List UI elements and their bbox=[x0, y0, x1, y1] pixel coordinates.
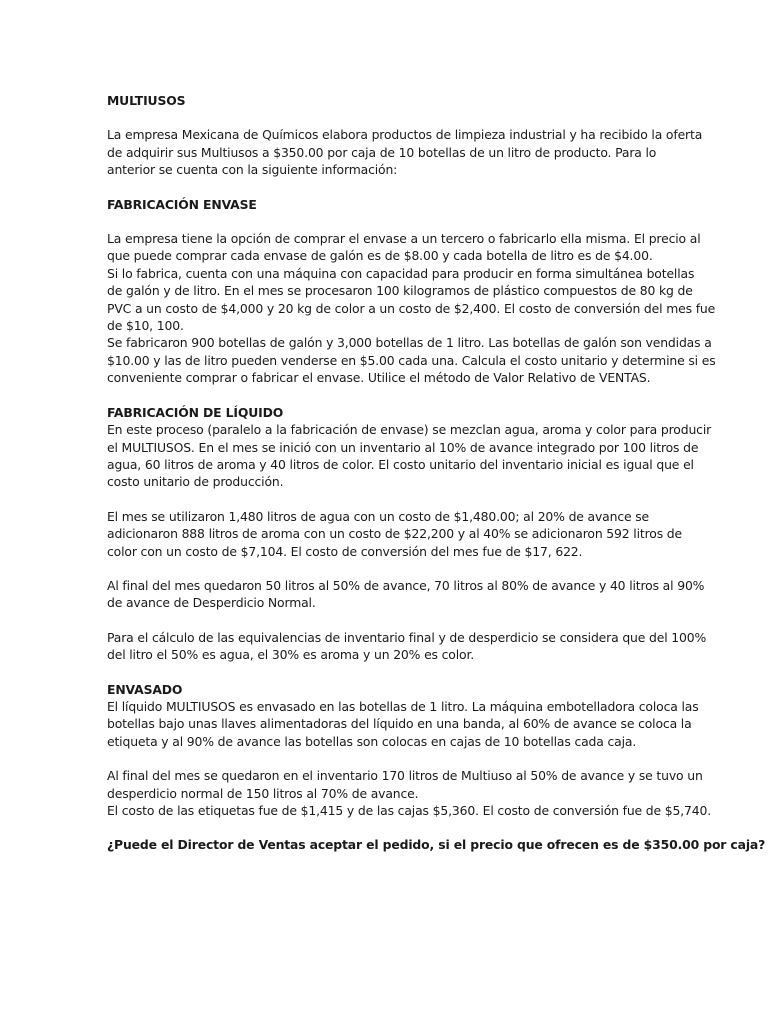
envase-line: Si lo fabrica, cuenta con una máquina con capacidad para producir en forma simultánea botellas bbox=[107, 265, 695, 281]
envase-line: que puede comprar cada envase de galón es de $8.00 y cada botella de litro es de $4.00. bbox=[107, 248, 653, 264]
envase-line: de galón y de litro. En el mes se procesaron 100 kilogramos de plástico compuestos de 80 kg de bbox=[107, 283, 693, 299]
intro-paragraph bbox=[107, 126, 703, 178]
final-question: ¿Puede el Director de Ventas aceptar el pedido, si el precio que ofrecen es de $350.00 por caja? bbox=[107, 837, 766, 853]
envase-line: $10.00 y las de litro pueden venderse en $5.00 cada una. Calcula el costo unitario y determine si es bbox=[107, 352, 716, 368]
envasado-line: etiqueta y al 90% de avance las botellas son colocas en cajas de 10 botellas cada caja. bbox=[107, 733, 637, 749]
liquido-line: del litro el 50% es agua, el 30% es aroma y un 20% es color. bbox=[107, 647, 475, 663]
section-heading-envasado: ENVASADO bbox=[107, 681, 183, 697]
envasado-line: El costo de las etiquetas fue de $1,415 y de las cajas $5,360. El costo de conversión fue de $5,740. bbox=[107, 803, 712, 818]
liquido-paragraph-2 bbox=[107, 508, 682, 560]
intro-line: anterior se cuenta con la siguiente información: bbox=[107, 162, 398, 178]
liquido-paragraph-3 bbox=[107, 577, 705, 612]
envasado-paragraph-2 bbox=[107, 767, 712, 819]
document-title: MULTIUSOS bbox=[107, 93, 186, 108]
liquido-line: el MULTIUSOS. En el mes se inició con un inventario al 10% de avance integrado por 100 litros de bbox=[107, 439, 699, 455]
liquido-paragraph-4 bbox=[107, 629, 707, 664]
liquido-line: El mes se utilizaron 1,480 litros de agua con un costo de $1,480.00; al 20% de avance se bbox=[107, 508, 650, 524]
document-page bbox=[107, 92, 766, 854]
envase-paragraph bbox=[107, 230, 716, 387]
section-heading-fabricacion-envase: FABRICACIÓN ENVASE bbox=[107, 196, 257, 212]
liquido-line: En este proceso (paralelo a la fabricación de envase) se mezclan agua, aroma y color para producir bbox=[107, 422, 712, 438]
liquido-line: Para el cálculo de las equivalencias de inventario final y de desperdicio se considera que del 100% bbox=[107, 629, 707, 645]
envase-line: conveniente comprar o fabricar el envase. Utilice el método de Valor Relativo de VENTAS. bbox=[107, 370, 651, 386]
intro-line: La empresa Mexicana de Químicos elabora productos de limpieza industrial y ha recibido la oferta bbox=[107, 127, 703, 143]
liquido-line: agua, 60 litros de aroma y 40 litros de color. El costo unitario del inventario inicial es igual que el bbox=[107, 456, 694, 472]
envase-line: PVC a un costo de $4,000 y 20 kg de color a un costo de $2,400. El costo de conversión del mes fue bbox=[107, 300, 716, 316]
envase-line: Se fabricaron 900 botellas de galón y 3,000 botellas de 1 litro. Las botellas de galón son vendidas a bbox=[107, 335, 712, 351]
envasado-line: Al final del mes se quedaron en el inventario 170 litros de Multiuso al 50% de avance y se tuvo un bbox=[107, 768, 703, 784]
envasado-paragraph-1 bbox=[107, 698, 699, 750]
liquido-line: adicionaron 888 litros de aroma con un costo de $22,200 y al 40% se adicionaron 592 litros de bbox=[107, 526, 682, 542]
liquido-line: color con un costo de $7,104. El costo de conversión del mes fue de $17, 622. bbox=[107, 543, 583, 559]
liquido-line: Al final del mes quedaron 50 litros al 50% de avance, 70 litros al 80% de avance y 40 litros al 90% bbox=[107, 577, 705, 593]
liquido-line: costo unitario de producción. bbox=[107, 474, 284, 490]
intro-line: de adquirir sus Multiusos a $350.00 por caja de 10 botellas de un litro de producto. Para lo bbox=[107, 144, 657, 160]
envasado-line: El líquido MULTIUSOS es envasado en las botellas de 1 litro. La máquina embotelladora coloca las bbox=[107, 698, 699, 714]
section-heading-fabricacion-liquido: FABRICACIÓN DE LÍQUIDO bbox=[107, 404, 284, 420]
envasado-line: botellas bajo unas llaves alimentadoras del líquido en una banda, al 60% de avance se coloca la bbox=[107, 716, 692, 732]
envase-line: de $10, 100. bbox=[107, 318, 184, 334]
liquido-paragraph-1 bbox=[107, 421, 712, 491]
envase-line: La empresa tiene la opción de comprar el envase a un tercero o fabricarlo ella misma. El precio al bbox=[107, 231, 701, 247]
liquido-line: de avance de Desperdicio Normal. bbox=[107, 595, 316, 611]
envasado-line: desperdicio normal de 150 litros al 70% de avance. bbox=[107, 785, 419, 801]
